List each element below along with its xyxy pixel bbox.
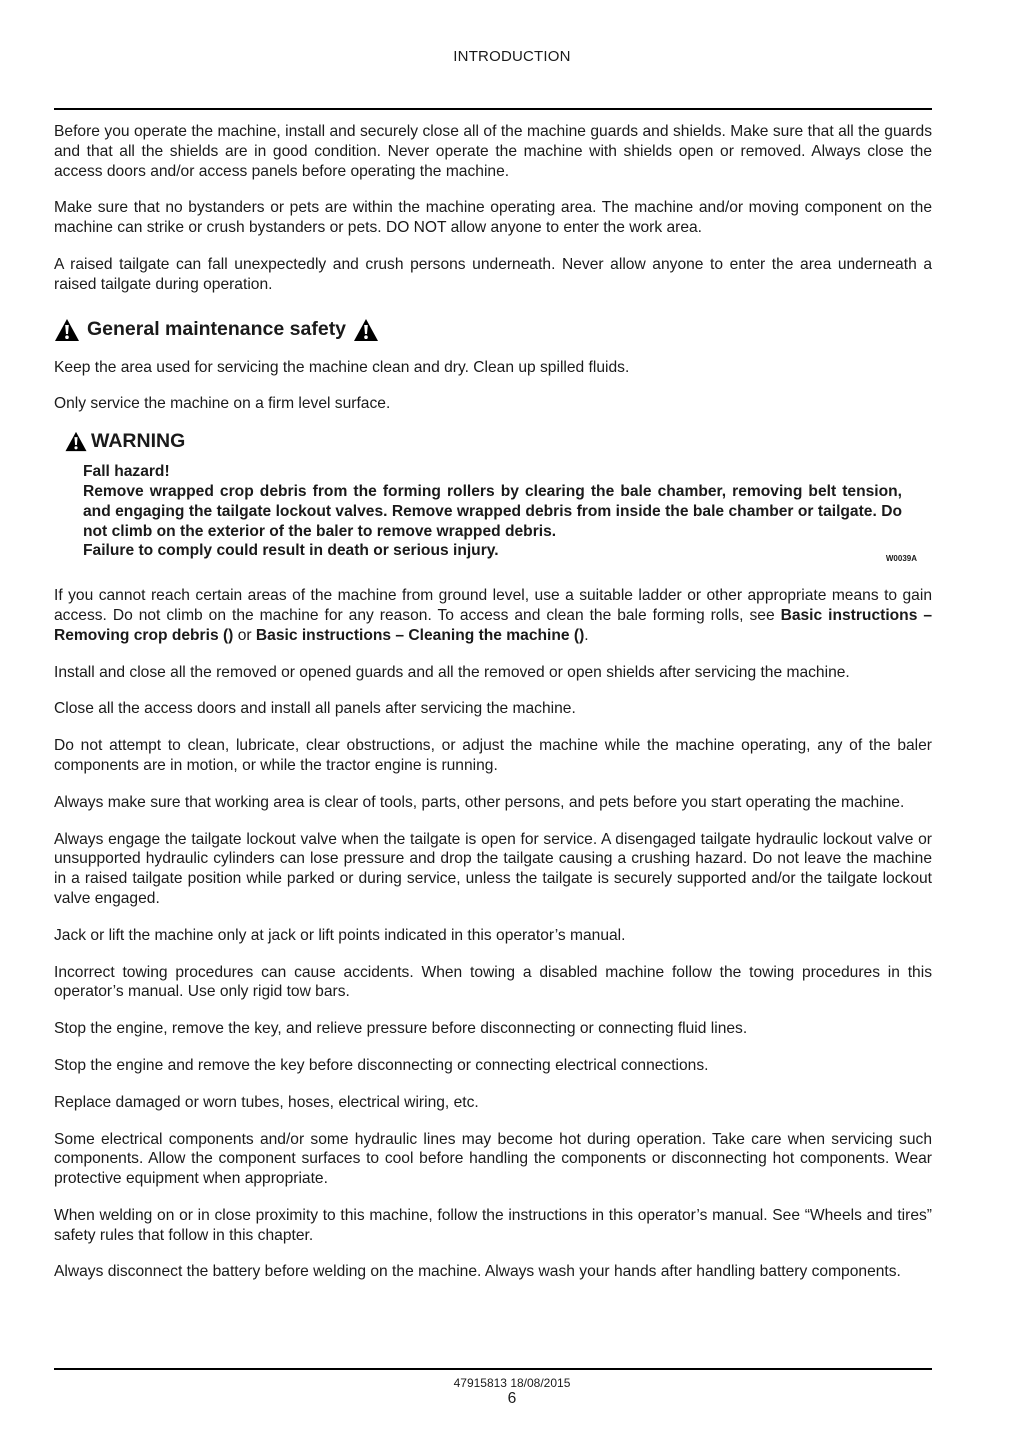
paragraph: Before you operate the machine, install and securely close all of the machine guards and shields. Make sure that all the guards and that all the shields are in good condition. Never operate the machine with shields open or removed. Always close the access doors and/or access panels before operating the machine.: [54, 123, 932, 180]
paragraph: Some electrical components and/or some hydraulic lines may become hot during operation. Take care when servicing such components. Allow the component surfaces to cool before handling the components or disconnecting hot components. Wear protective equipment when appropriate.: [54, 1130, 932, 1188]
document-number: 47915813 18/08/2015: [453, 1376, 571, 1390]
header-rule: [54, 108, 932, 110]
paragraph: Always make sure that working area is clear of tools, parts, other persons, and pets before you start operating the machine.: [54, 793, 905, 811]
paragraph: Keep the area used for servicing the machine clean and dry. Clean up spilled fluids.: [54, 358, 630, 376]
paragraph: Install and close all the removed or opened guards and all the removed or open shields after servicing the machine.: [54, 663, 850, 681]
footer-rule: [54, 1368, 932, 1370]
page-content: [54, 122, 932, 1299]
paragraph: When welding on or in close proximity to this machine, follow the instructions in this operator’s manual. See “Wheels and tires” safety rules that follow in this chapter.: [54, 1206, 932, 1244]
warning-triangle-icon: [353, 318, 379, 342]
warning-label: WARNING: [91, 429, 186, 452]
paragraph: Close all the access doors and install all panels after servicing the machine.: [54, 700, 576, 718]
paragraph: Stop the engine and remove the key before disconnecting or connecting electrical connections.: [54, 1056, 709, 1074]
page-number: 6: [507, 1390, 517, 1407]
paragraph: Do not attempt to clean, lubricate, clear obstructions, or adjust the machine while the machine operating, any of the baler components are in motion, or while the tractor engine is running.: [54, 737, 932, 774]
warning-line: Failure to comply could result in death or serious injury.: [83, 542, 499, 560]
warning-line: Remove wrapped crop debris from the forming rollers by clearing the bale chamber, removing belt tension, and engaging the tailgate lockout valves. Remove wrapped debris from inside the bale chamber or tailgate. Do not climb on the exterior of the baler to remove wrapped debris.: [83, 482, 902, 540]
section-title: General maintenance safety: [87, 317, 347, 340]
paragraph: Only service the machine on a firm level surface.: [54, 395, 391, 413]
warning-header: [64, 431, 932, 452]
cross-reference: Basic instructions – Cleaning the machine (): [255, 626, 585, 644]
ladder-paragraph: [54, 586, 932, 645]
paragraph: Jack or lift the machine only at jack or lift points indicated in this operator’s manual.: [54, 926, 626, 944]
warning-code: W0039A: [885, 554, 917, 564]
warning-triangle-icon: [64, 431, 88, 452]
paragraph: Replace damaged or worn tubes, hoses, electrical wiring, etc.: [54, 1093, 479, 1111]
paragraph: A raised tailgate can fall unexpectedly and crush persons underneath. Never allow anyone to enter the area underneath a raised tailgate during operation.: [54, 255, 932, 293]
warning-body: [83, 462, 902, 561]
warning-box: [54, 429, 932, 564]
cross-reference: Basic instructions – Removing crop debris (): [54, 606, 933, 644]
warning-line: Fall hazard!: [83, 463, 170, 481]
section-heading: [54, 318, 932, 342]
paragraph-text: .: [584, 626, 589, 644]
page-header: INTRODUCTION: [453, 48, 571, 65]
paragraph: Always engage the tailgate lockout valve when the tailgate is open for service. A disengaged tailgate hydraulic lockout valve or unsupported hydraulic cylinders can lose pressure and drop the tailgate causing a crushing hazard. Do not leave the machine in a raised tailgate position while parked or during service, unless the tailgate is securely supported and/or the tailgate lockout valve engaged.: [54, 830, 932, 907]
paragraph: Stop the engine, remove the key, and relieve pressure before disconnecting or connecting fluid lines.: [54, 1020, 748, 1038]
paragraph: Always disconnect the battery before welding on the machine. Always wash your hands after handling battery components.: [54, 1263, 901, 1281]
paragraph-text: If you cannot reach certain areas of the machine from ground level, use a suitable ladder or other appropriate means to gain access. Do not climb on the machine for any reason. To access and clean the bale forming rolls, see: [54, 587, 932, 624]
paragraph: Make sure that no bystanders or pets are within the machine operating area. The machine and/or moving component on the machine can strike or crush bystanders or pets. DO NOT allow anyone to enter the work area.: [54, 199, 932, 237]
warning-triangle-icon: [54, 318, 80, 342]
paragraph-text: or: [233, 626, 256, 644]
paragraph: Incorrect towing procedures can cause accidents. When towing a disabled machine follow the towing procedures in this operator’s manual. Use only rigid tow bars.: [54, 963, 932, 1001]
